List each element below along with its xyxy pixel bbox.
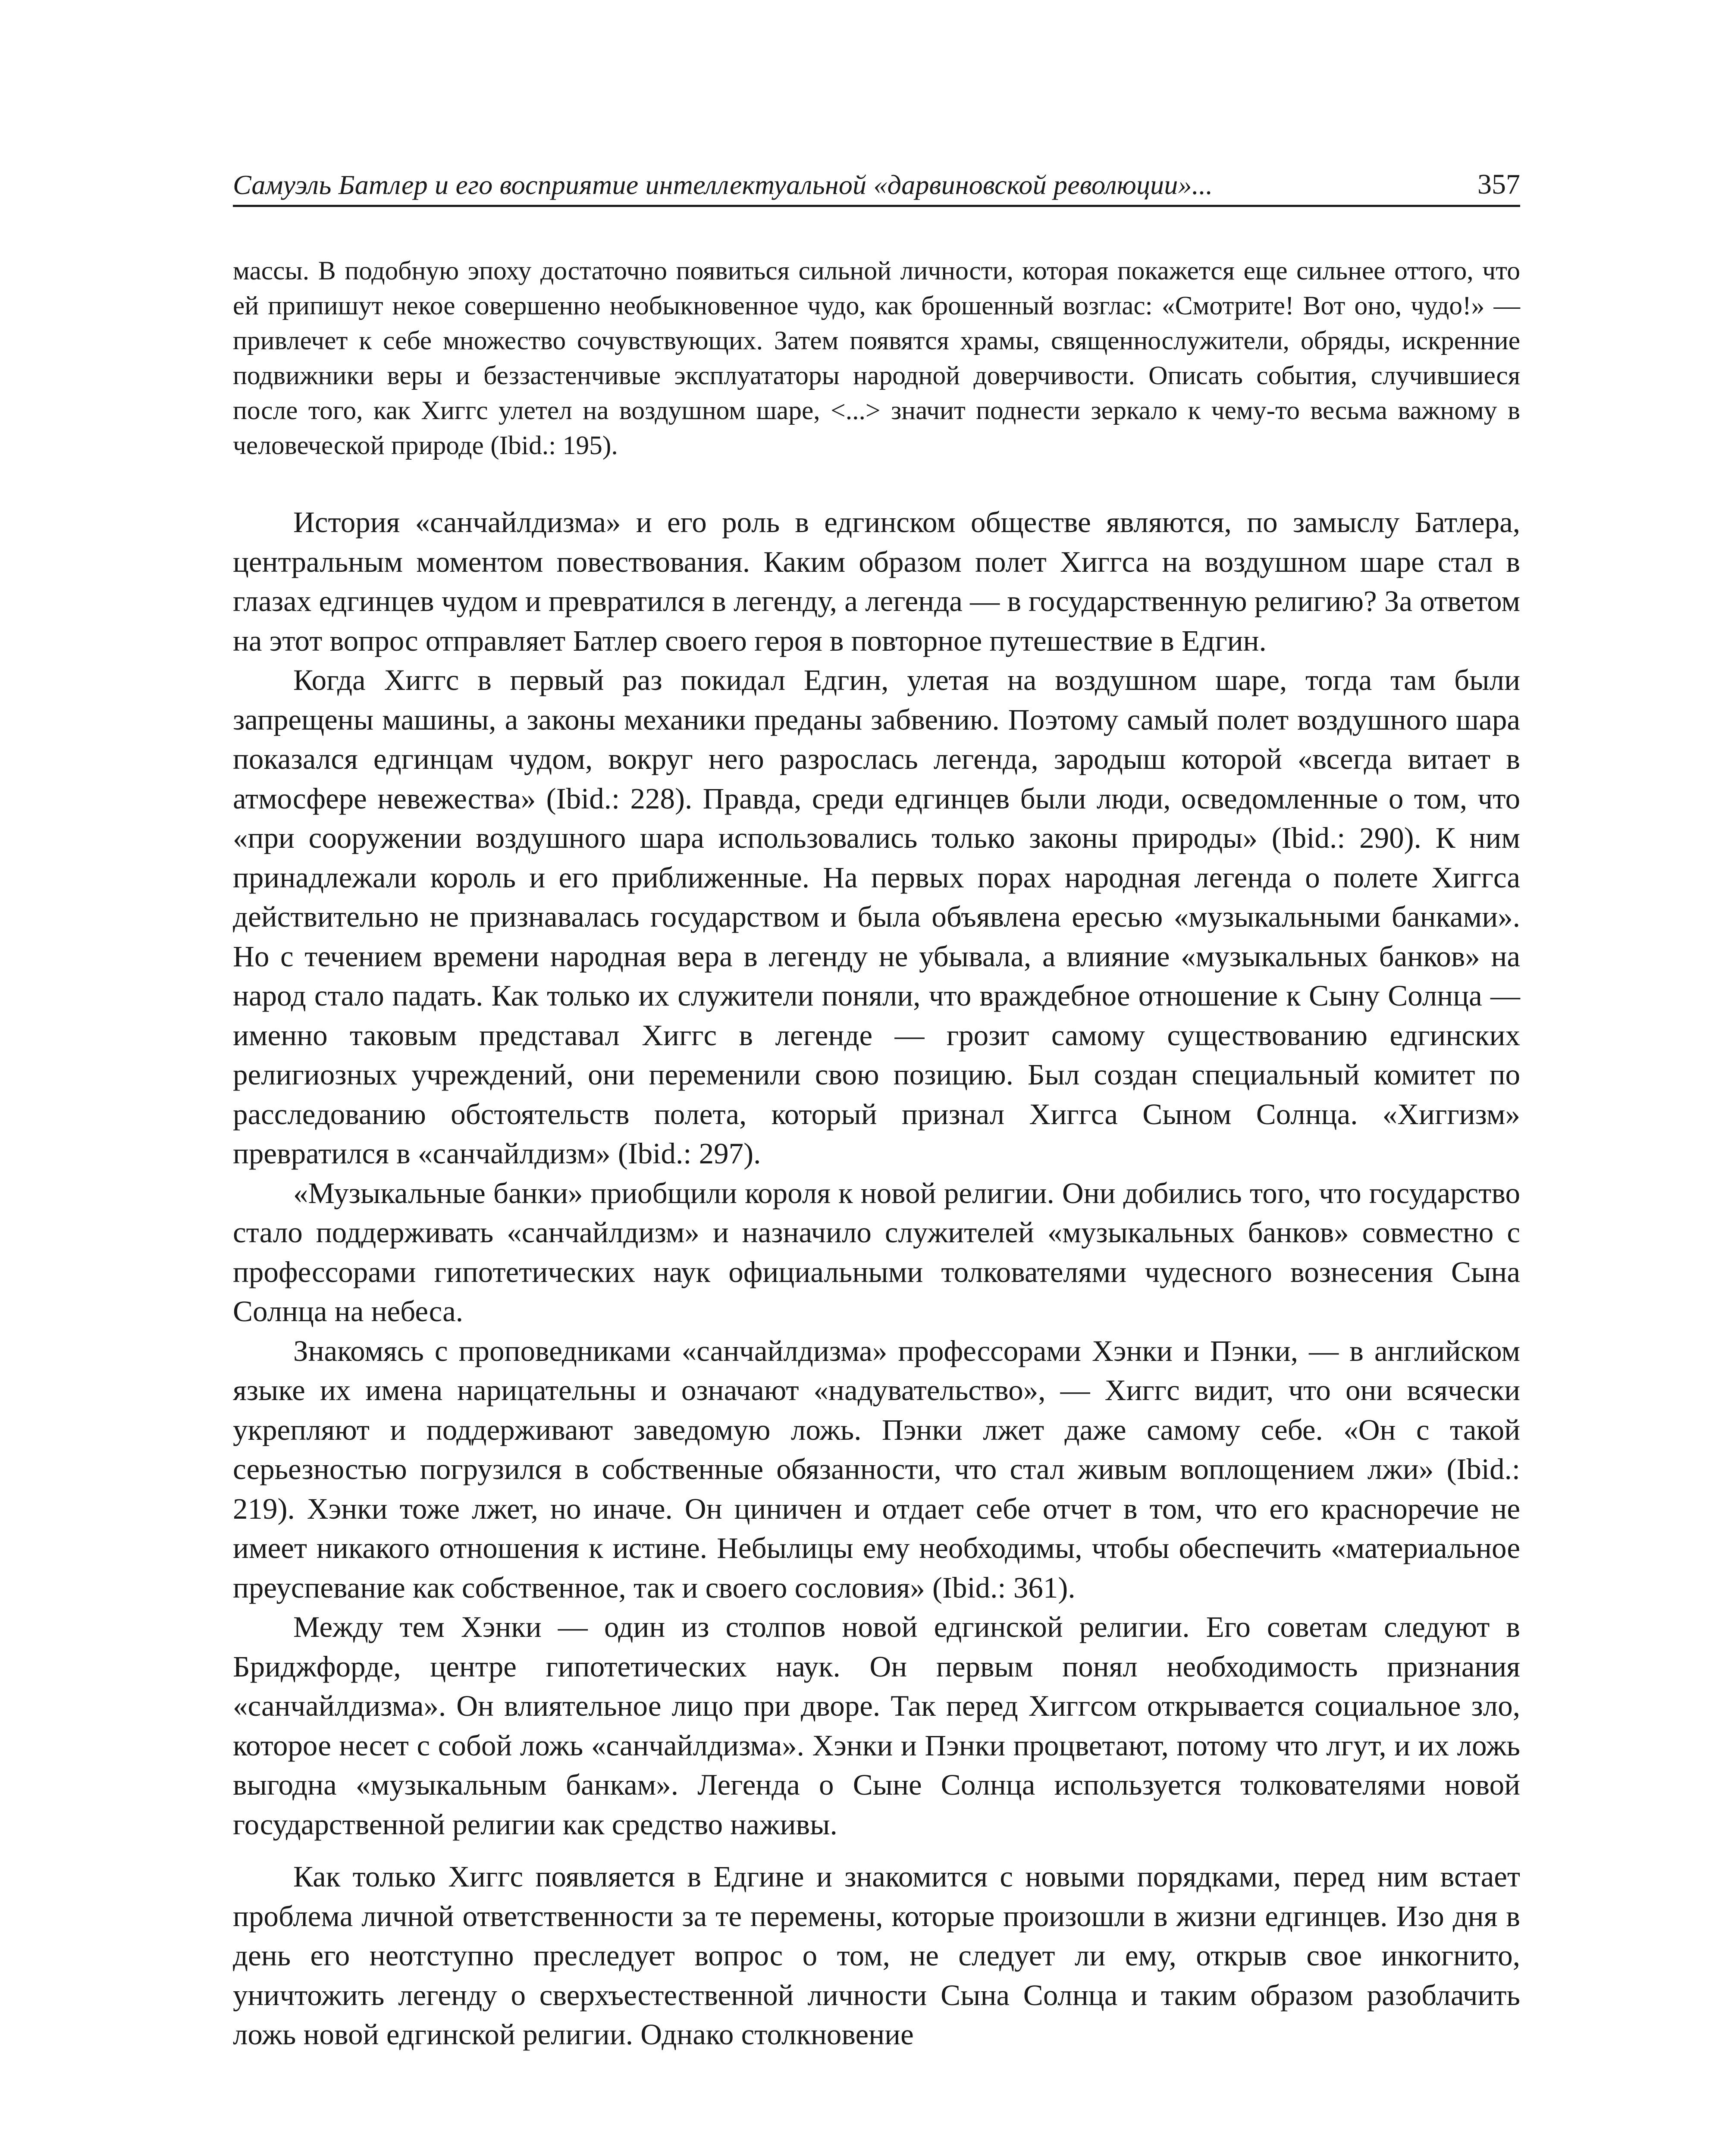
page-number: 357	[1477, 169, 1520, 200]
page-content	[233, 254, 1520, 2055]
block-quote: массы. В подобную эпоху достаточно появиться сильной личности, которая покажется еще сильнее оттого, что ей припишут некое совершенно необыкновенное чудо, как брошенный возглас: «Смотрите! Вот оно, чудо!» — привлечет к себе множество сочувствующих. Затем появятся храмы, священнослужители, обряды, искренние подвижники веры и беззастенчивые эксплуататоры народной доверчивости. Описать события, случившиеся после того, как Хиггс улетел на воздушном шаре, <...> значит поднести зеркало к чему-то весьма важному в человеческой природе (Ibid.: 195).	[233, 256, 1520, 460]
paragraph-6: Как только Хиггс появляется в Едгине и знакомится с новыми порядками, перед ним встает проблема личной ответственности за те перемены, которые произошли в жизни едгинцев. Изо дня в день его неотступно преследует вопрос о том, не следует ли ему, открыв свое инкогнито, уничтожить легенду о сверхъестественной личности Сына Солнца и таким образом разоблачить ложь новой едгинской религии. Однако столкновение	[233, 1860, 1520, 2051]
running-title: Самуэль Батлер и его восприятие интеллектуальной «дарвиновской революции»...	[233, 169, 1213, 200]
paragraph-5: Между тем Хэнки — один из столпов новой едгинской религии. Его советам следуют в Бриджфорде, центре гипотетических наук. Он первым понял необходимость признания «санчайлдизма». Он влиятельное лицо при дворе. Так перед Хиггсом открывается социальное зло, которое несет с собой ложь «санчайлдизма». Хэнки и Пэнки процветают, потому что лгут, и их ложь выгодна «музыкальным банкам». Легенда о Сыне Солнца используется толкователями новой государственной религии как средство наживы.	[233, 1611, 1520, 1841]
paragraph-3: «Музыкальные банки» приобщили короля к новой религии. Они добились того, что государство стало поддерживать «санчайлдизм» и назначило служителей «музыкальных банков» совместно с профессорами гипотетических наук официальными толкователями чудесного вознесения Сына Солнца на небеса.	[233, 1176, 1520, 1328]
running-head	[233, 164, 1520, 207]
body-text	[233, 503, 1520, 2055]
paragraph-2: Когда Хиггс в первый раз покидал Едгин, улетая на воздушном шаре, тогда там были запрещены машины, а законы механики преданы забвению. Поэтому самый полет воздушного шара показался едгинцам чудом, вокруг него разрослась легенда, зародыш которой «всегда витает в атмосфере невежества» (Ibid.: 228). Правда, среди едгинцев были люди, осведомленные о том, что «при сооружении воздушного шара использовались только законы природы» (Ibid.: 290). К ним принадлежали король и его приближенные. На первых порах народная легенда о полете Хиггса действительно не признавалась государством и была объявлена ересью «музыкальными банками». Но с течением времени народная вера в легенду не убывала, а влияние «музыкальных банков» на народ стало падать. Как только их служители поняли, что враждебное отношение к Сыну Солнца — именно таковым представал Хиггс в легенде — грозит самому существованию едгинских религиозных учреждений, они переменили свою позицию. Был создан специальный комитет по расследованию обстоятельств полета, который признал Хиггса Сыном Солнца. «Хиггизм» превратился в «санчайлдизм» (Ibid.: 297).	[233, 664, 1520, 1170]
paragraph-4: Знакомясь с проповедниками «санчайлдизма» профессорами Хэнки и Пэнки, — в английском языке их имена нарицательны и означают «надувательство», — Хиггс видит, что они всячески укрепляют и поддерживают заведомую ложь. Пэнки лжет даже самому себе. «Он с такой серьезностью погрузился в собственные обязанности, что стал живым воплощением лжи» (Ibid.: 219). Хэнки тоже лжет, но иначе. Он циничен и отдает себе отчет в том, что его красноречие не имеет никакого отношения к истине. Небылицы ему необходимы, чтобы обеспечить «материальное преуспевание как собственное, так и своего сословия» (Ibid.: 361).	[233, 1334, 1520, 1604]
paragraph-1: История «санчайлдизма» и его роль в едгинском обществе являются, по замыслу Батлера, центральным моментом повествования. Каким образом полет Хиггса на воздушном шаре стал в глазах едгинцев чудом и превратился в легенду, а легенда — в государственную религию? За ответом на этот вопрос отправляет Батлер своего героя в повторное путешествие в Едгин.	[233, 506, 1520, 657]
